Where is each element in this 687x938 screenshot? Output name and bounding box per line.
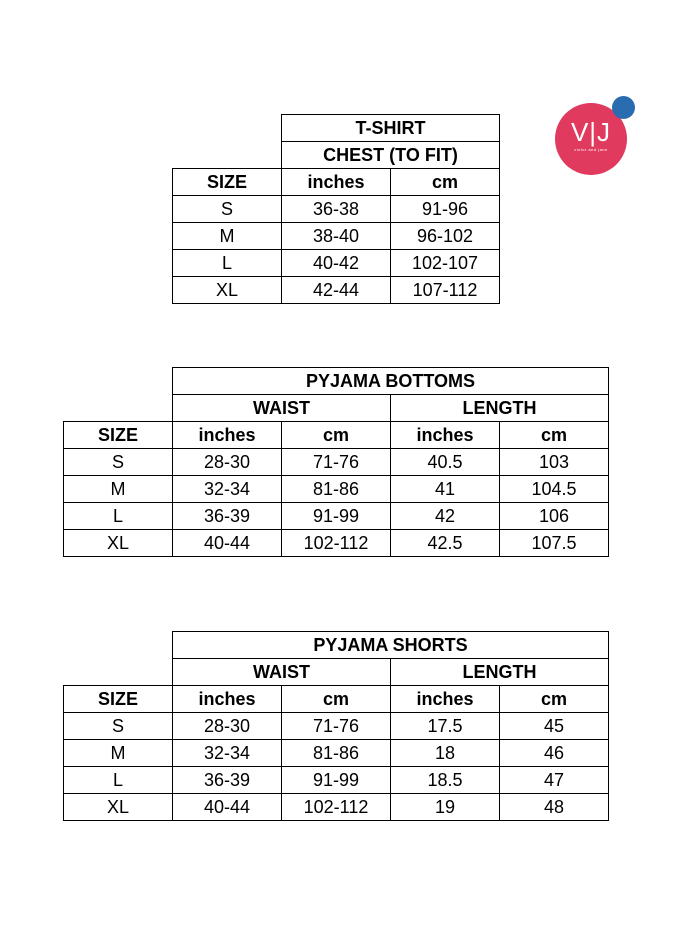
pyjama-shorts-size-table [63, 631, 609, 821]
bottoms-waist-header: WAIST [173, 395, 391, 422]
header-size: SIZE [64, 422, 173, 449]
cell-size: S [64, 713, 173, 740]
cell-length-inches: 18.5 [391, 767, 500, 794]
cell-waist-cm: 81-86 [282, 740, 391, 767]
table-row [64, 449, 609, 476]
cell-length-cm: 106 [500, 503, 609, 530]
cell-size: S [173, 196, 282, 223]
cell-waist-cm: 81-86 [282, 476, 391, 503]
cell-size: XL [64, 794, 173, 821]
cell-cm: 96-102 [391, 223, 500, 250]
cell-waist-inches: 28-30 [173, 713, 282, 740]
cell-size: M [64, 740, 173, 767]
cell-length-inches: 19 [391, 794, 500, 821]
header-length-cm: cm [500, 686, 609, 713]
cell-length-cm: 46 [500, 740, 609, 767]
cell-inches: 40-42 [282, 250, 391, 277]
cell-inches: 42-44 [282, 277, 391, 304]
table-row [64, 713, 609, 740]
header-inches: inches [282, 169, 391, 196]
cell-waist-inches: 40-44 [173, 530, 282, 557]
table-row [173, 250, 500, 277]
bottoms-title: PYJAMA BOTTOMS [173, 368, 609, 395]
cell-cm: 91-96 [391, 196, 500, 223]
cell-size: XL [173, 277, 282, 304]
cell-size: M [173, 223, 282, 250]
logo-dot [612, 96, 635, 119]
cell-length-cm: 45 [500, 713, 609, 740]
logo-mark: V|J [570, 117, 612, 147]
tshirt-subtitle: CHEST (TO FIT) [282, 142, 500, 169]
cell-waist-cm: 91-99 [282, 767, 391, 794]
header-length-inches: inches [391, 422, 500, 449]
cell-size: L [173, 250, 282, 277]
cell-cm: 102-107 [391, 250, 500, 277]
table-row [64, 767, 609, 794]
table-row [64, 740, 609, 767]
cell-waist-cm: 71-76 [282, 449, 391, 476]
tshirt-title: T-SHIRT [282, 115, 500, 142]
cell-length-cm: 47 [500, 767, 609, 794]
cell-waist-inches: 40-44 [173, 794, 282, 821]
tshirt-size-table [172, 114, 500, 304]
tshirt-header-row [173, 169, 500, 196]
table-row [173, 277, 500, 304]
cell-length-inches: 42 [391, 503, 500, 530]
table-row [173, 196, 500, 223]
shorts-title: PYJAMA SHORTS [173, 632, 609, 659]
cell-size: XL [64, 530, 173, 557]
header-waist-cm: cm [282, 686, 391, 713]
cell-inches: 38-40 [282, 223, 391, 250]
cell-waist-cm: 102-112 [282, 530, 391, 557]
header-length-inches: inches [391, 686, 500, 713]
cell-length-inches: 42.5 [391, 530, 500, 557]
cell-length-inches: 18 [391, 740, 500, 767]
cell-waist-inches: 36-39 [173, 767, 282, 794]
cell-waist-cm: 91-99 [282, 503, 391, 530]
table-row [173, 223, 500, 250]
cell-waist-cm: 71-76 [282, 713, 391, 740]
header-cm: cm [391, 169, 500, 196]
logo-tagline: victor and jane [574, 147, 608, 152]
cell-length-inches: 41 [391, 476, 500, 503]
cell-length-cm: 107.5 [500, 530, 609, 557]
cell-cm: 107-112 [391, 277, 500, 304]
cell-size: S [64, 449, 173, 476]
cell-waist-inches: 32-34 [173, 740, 282, 767]
cell-waist-inches: 36-39 [173, 503, 282, 530]
header-size: SIZE [173, 169, 282, 196]
cell-length-cm: 103 [500, 449, 609, 476]
cell-size: M [64, 476, 173, 503]
header-waist-inches: inches [173, 422, 282, 449]
shorts-header-row [64, 686, 609, 713]
cell-length-cm: 104.5 [500, 476, 609, 503]
cell-length-cm: 48 [500, 794, 609, 821]
table-row [64, 794, 609, 821]
cell-length-inches: 40.5 [391, 449, 500, 476]
header-length-cm: cm [500, 422, 609, 449]
cell-size: L [64, 767, 173, 794]
cell-size: L [64, 503, 173, 530]
cell-length-inches: 17.5 [391, 713, 500, 740]
header-waist-inches: inches [173, 686, 282, 713]
header-size: SIZE [64, 686, 173, 713]
pyjama-bottoms-size-table [63, 367, 609, 557]
cell-waist-cm: 102-112 [282, 794, 391, 821]
shorts-length-header: LENGTH [391, 659, 609, 686]
cell-inches: 36-38 [282, 196, 391, 223]
table-row [64, 476, 609, 503]
table-row [64, 503, 609, 530]
header-waist-cm: cm [282, 422, 391, 449]
bottoms-length-header: LENGTH [391, 395, 609, 422]
cell-waist-inches: 32-34 [173, 476, 282, 503]
cell-waist-inches: 28-30 [173, 449, 282, 476]
shorts-waist-header: WAIST [173, 659, 391, 686]
table-row [64, 530, 609, 557]
bottoms-header-row [64, 422, 609, 449]
